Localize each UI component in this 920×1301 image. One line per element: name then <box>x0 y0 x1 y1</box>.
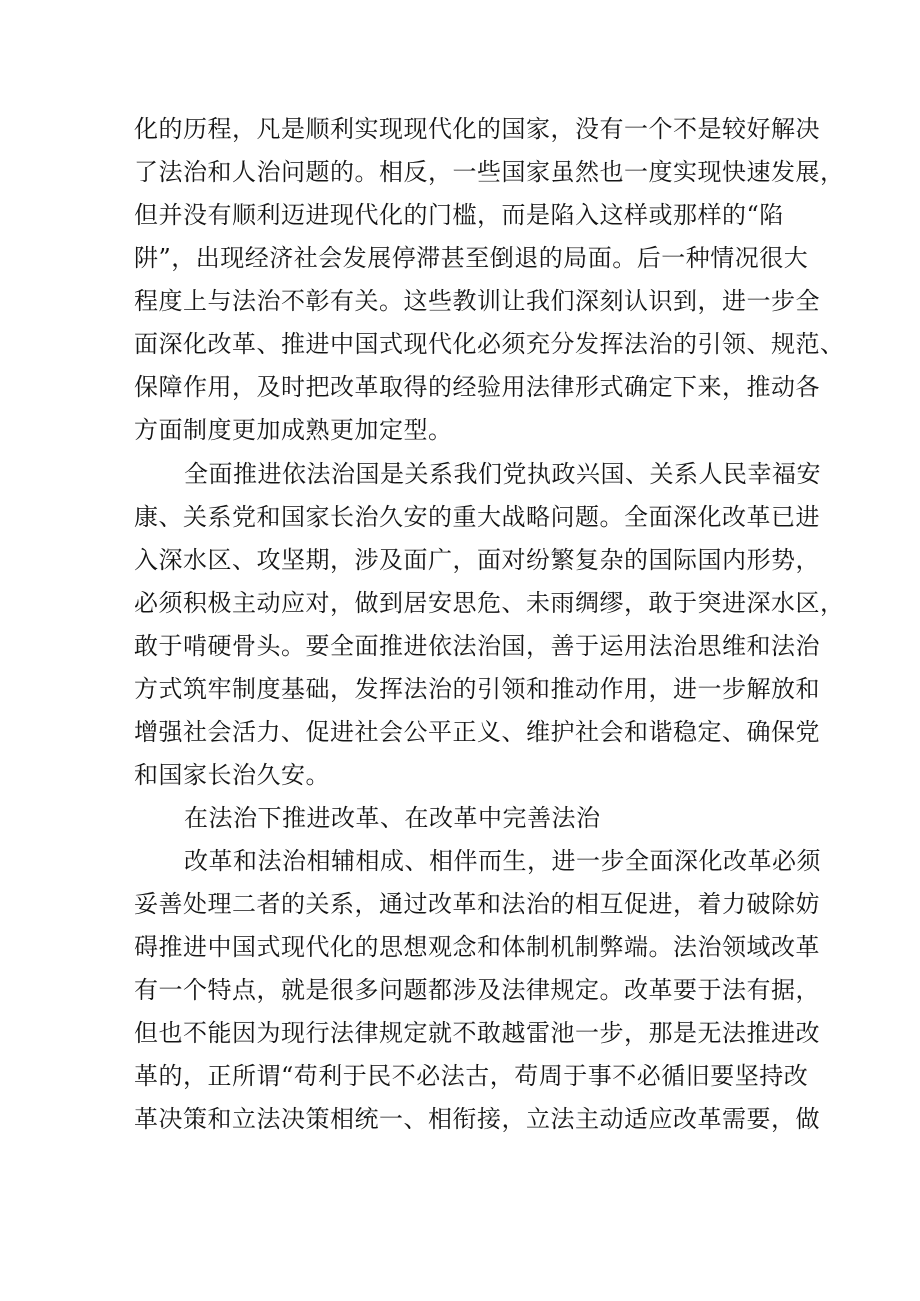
text-line: 必须积极主动应对，做到居安思危、未雨绸缪，敢于突进深水区， <box>134 589 845 617</box>
text-line: 化的历程，凡是顺利实现现代化的国家，没有一个不是较好解决 <box>134 115 820 143</box>
text-line: 和国家长治久安。 <box>134 761 330 789</box>
text-line: 但并没有顺利迈进现代化的门槛，而是陷入这样或那样的“陷 <box>134 201 784 229</box>
text-line: 革决策和立法决策相统一、相衔接，立法主动适应改革需要，做 <box>134 1105 820 1133</box>
text-line: 妥善处理二者的关系，通过改革和法治的相互促进，着力破除妨 <box>134 890 820 918</box>
text-line: 革的，正所谓“苟利于民不必法古，苟周于事不必循旧要坚持改 <box>134 1062 809 1090</box>
text-line: 程度上与法治不彰有关。这些教训让我们深刻认识到，进一步全 <box>134 287 820 315</box>
text-line: 但也不能因为现行法律规定就不敢越雷池一步，那是无法推进改 <box>134 1019 820 1047</box>
text-line: 入深水区、攻坚期，涉及面广，面对纷繁复杂的国际国内形势， <box>134 546 820 574</box>
text-line: 增强社会活力、促进社会公平正义、维护社会和谐稳定、确保党 <box>134 718 820 746</box>
paragraph-start-line: 全面推进依法治国是关系我们党执政兴国、关系人民幸福安 <box>184 460 821 488</box>
text-line: 康、关系党和国家长治久安的重大战略问题。全面深化改革已进 <box>134 503 820 531</box>
paragraph-start-line: 改革和法治相辅相成、相伴而生，进一步全面深化改革必须 <box>184 847 821 875</box>
text-line: 碍推进中国式现代化的思想观念和体制机制弊端。法治领域改革 <box>134 933 820 961</box>
text-line: 了法治和人治问题的。相反，一些国家虽然也一度实现快速发展， <box>134 158 845 186</box>
text-line: 有一个特点，就是很多问题都涉及法律规定。改革要于法有据， <box>134 976 820 1004</box>
text-line: 保障作用，及时把改革取得的经验用法律形式确定下来，推动各 <box>134 373 820 401</box>
section-heading: 在法治下推进改革、在改革中完善法治 <box>184 804 601 832</box>
text-line: 阱”，出现经济社会发展停滞甚至倒退的局面。后一种情况很大 <box>134 244 809 272</box>
text-line: 面深化改革、推进中国式现代化必须充分发挥法治的引领、规范、 <box>134 330 845 358</box>
text-line: 敢于啃硬骨头。要全面推进依法治国，善于运用法治思维和法治 <box>134 632 820 660</box>
text-line: 方式筑牢制度基础，发挥法治的引领和推动作用，进一步解放和 <box>134 675 820 703</box>
text-line: 方面制度更加成熟更加定型。 <box>134 416 453 444</box>
